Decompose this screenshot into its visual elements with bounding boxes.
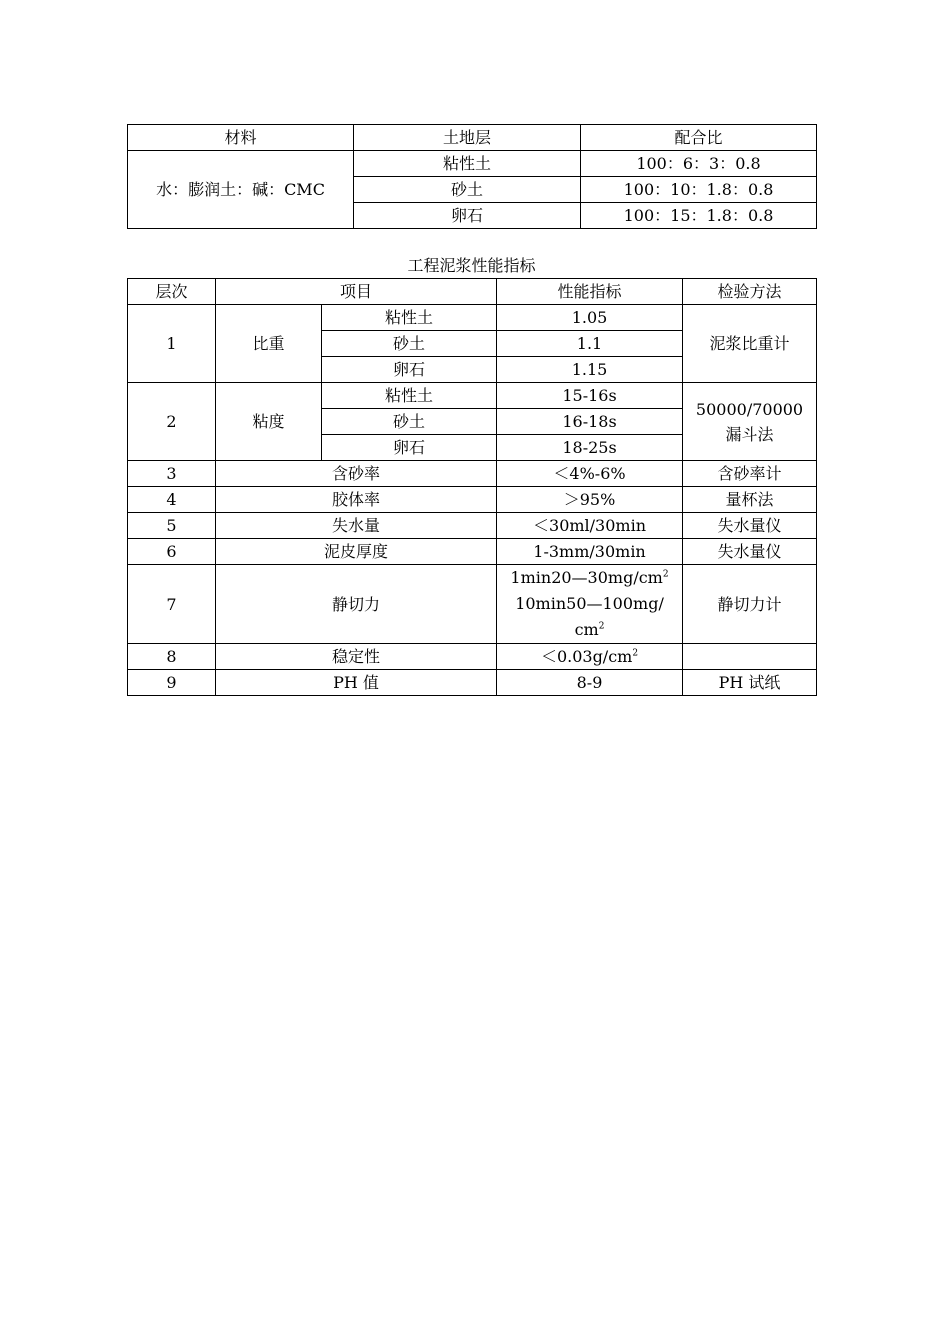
level-cell: 5 xyxy=(128,513,216,539)
level-cell: 8 xyxy=(128,644,216,670)
table-header-row xyxy=(128,279,817,305)
level-cell: 7 xyxy=(128,565,216,644)
value-cell: 16-18s xyxy=(497,409,683,435)
header-method: 检验方法 xyxy=(683,279,817,305)
level-cell: 9 xyxy=(128,670,216,696)
table-row xyxy=(128,383,817,409)
method-cell: 泥浆比重计 xyxy=(683,305,817,383)
table-row xyxy=(128,487,817,513)
item-cell: 比重 xyxy=(216,305,322,383)
value-cell: 18-25s xyxy=(497,435,683,461)
level-cell: 3 xyxy=(128,461,216,487)
method-cell xyxy=(683,644,817,670)
value-cell: 1.05 xyxy=(497,305,683,331)
material-cell: 水：膨润土：碱：CMC xyxy=(128,151,354,229)
ratio-cell: 100：15：1.8：0.8 xyxy=(581,203,817,229)
table-row xyxy=(128,565,817,644)
value-line: $cm^2$ xyxy=(574,620,605,639)
value-cell: 8-9 xyxy=(497,670,683,696)
level-cell: 4 xyxy=(128,487,216,513)
value-cell: ＞95% xyxy=(497,487,683,513)
item-cell: 稳定性 xyxy=(216,644,497,670)
sub-item-cell: 粘性土 xyxy=(322,305,497,331)
sub-item-cell: 粘性土 xyxy=(322,383,497,409)
value-cell: 1-3mm/30min xyxy=(497,539,683,565)
mix-ratio-table xyxy=(127,124,817,229)
layer-cell: 卵石 xyxy=(354,203,581,229)
header-performance: 性能指标 xyxy=(497,279,683,305)
method-cell: 失水量仪 xyxy=(683,513,817,539)
method-cell: 失水量仪 xyxy=(683,539,817,565)
table-row xyxy=(128,670,817,696)
method-line: 漏斗法 xyxy=(725,424,774,444)
method-cell: PH 试纸 xyxy=(683,670,817,696)
sub-item-cell: 卵石 xyxy=(322,435,497,461)
table-row xyxy=(128,461,817,487)
header-item: 项目 xyxy=(216,279,497,305)
layer-cell: 砂土 xyxy=(354,177,581,203)
table-title: 工程泥浆性能指标 xyxy=(407,256,536,275)
table-row xyxy=(128,513,817,539)
value-cell: 1.1 xyxy=(497,331,683,357)
table-row xyxy=(128,151,817,177)
item-cell: 含砂率 xyxy=(216,461,497,487)
value-cell: 1.15 xyxy=(497,357,683,383)
value-cell: $<0.03g/cm^2$ xyxy=(497,644,683,670)
table-row xyxy=(128,305,817,331)
method-line: 50000/70000 xyxy=(695,399,804,419)
value-line: 10min50—100mg/ xyxy=(515,594,664,613)
header-mix-ratio: 配合比 xyxy=(581,125,817,151)
item-cell: 粘度 xyxy=(216,383,322,461)
method-cell: 静切力计 xyxy=(683,565,817,644)
value-cell: ＜30ml/30min xyxy=(497,513,683,539)
method-cell: 量杯法 xyxy=(683,487,817,513)
level-cell: 6 xyxy=(128,539,216,565)
level-cell: 1 xyxy=(128,305,216,383)
item-cell: 泥皮厚度 xyxy=(216,539,497,565)
level-cell: 2 xyxy=(128,383,216,461)
ratio-cell: 100：6：3：0.8 xyxy=(581,151,817,177)
value-cell: 15-16s xyxy=(497,383,683,409)
item-cell: 胶体率 xyxy=(216,487,497,513)
method-cell xyxy=(683,383,817,461)
table-row xyxy=(128,644,817,670)
value-cell xyxy=(497,565,683,644)
sub-item-cell: 砂土 xyxy=(322,409,497,435)
item-cell: PH 值 xyxy=(216,670,497,696)
header-level: 层次 xyxy=(128,279,216,305)
header-material: 材料 xyxy=(128,125,354,151)
mud-performance-table xyxy=(127,278,817,696)
item-cell: 失水量 xyxy=(216,513,497,539)
ratio-cell: 100：10：1.8：0.8 xyxy=(581,177,817,203)
header-soil-layer: 土地层 xyxy=(354,125,581,151)
value-cell: ＜4%-6% xyxy=(497,461,683,487)
table-header-row xyxy=(128,125,817,151)
sub-item-cell: 卵石 xyxy=(322,357,497,383)
sub-item-cell: 砂土 xyxy=(322,331,497,357)
item-cell: 静切力 xyxy=(216,565,497,644)
method-cell: 含砂率计 xyxy=(683,461,817,487)
table-row xyxy=(128,539,817,565)
value-line: $1\min 20—30mg/cm^2$ xyxy=(510,568,669,587)
layer-cell: 粘性土 xyxy=(354,151,581,177)
